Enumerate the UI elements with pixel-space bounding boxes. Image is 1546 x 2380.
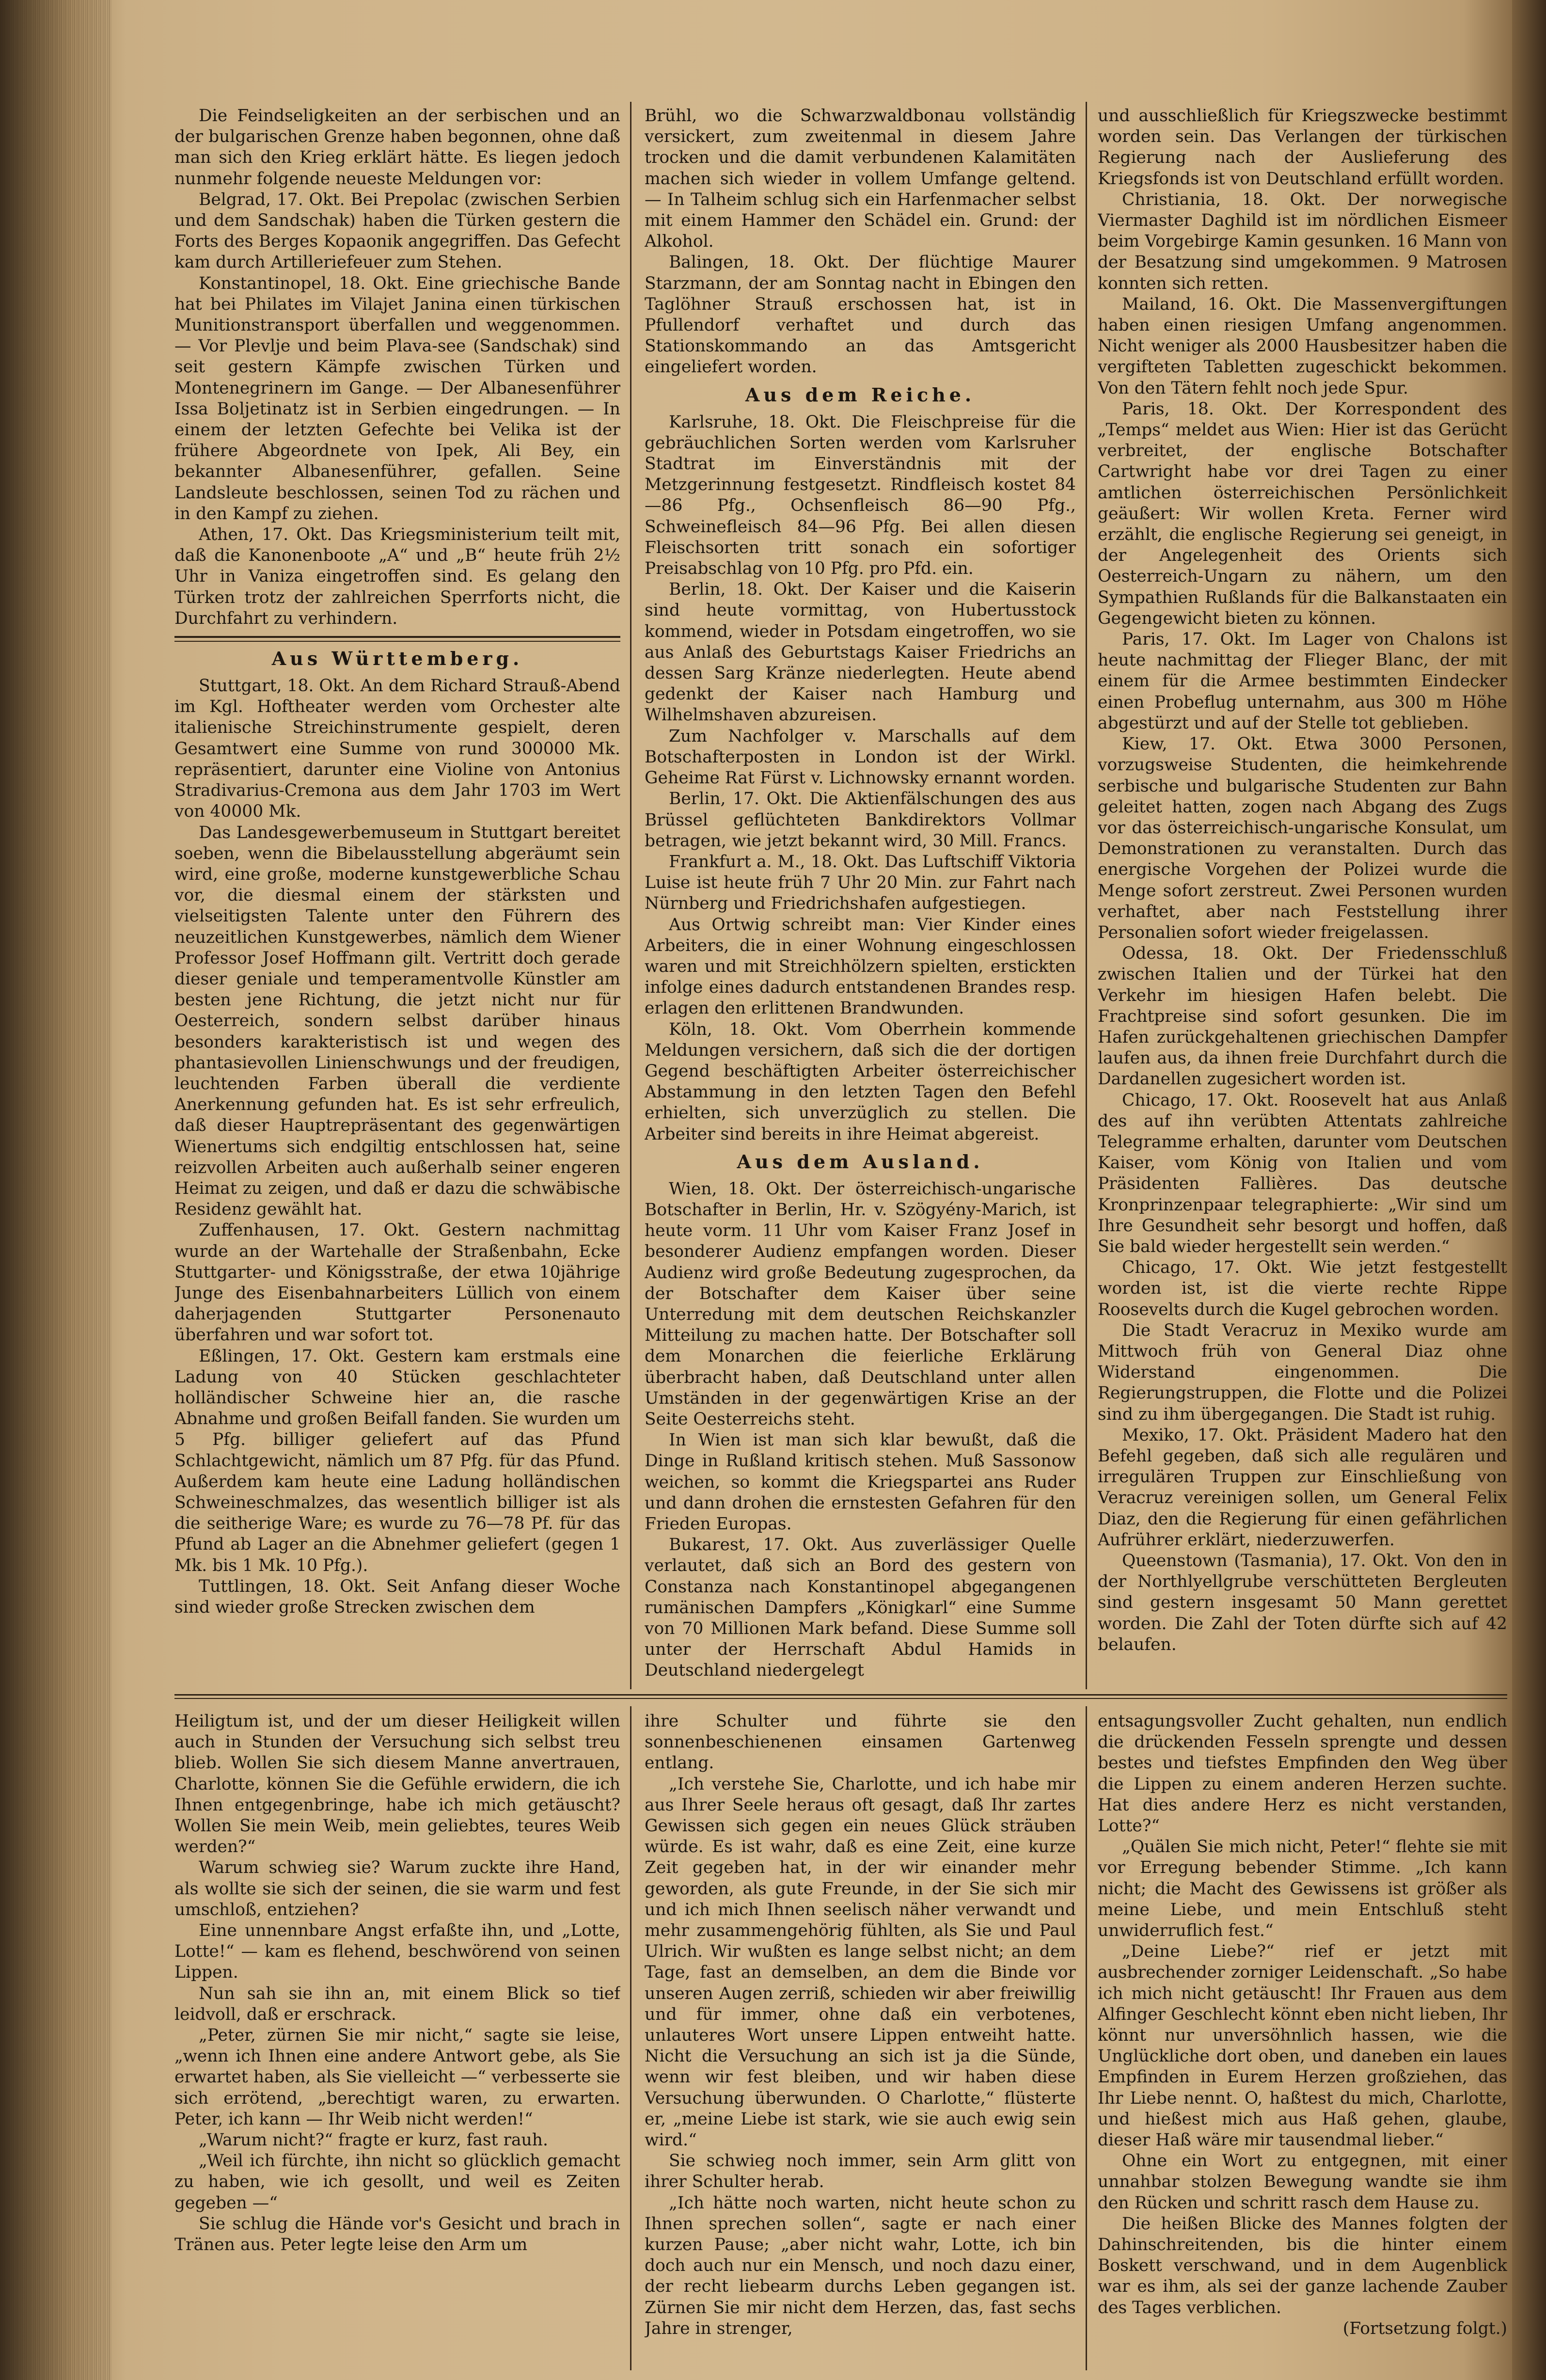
article-paragraph: Tuttlingen, 18. Okt. Seit Anfang dieser Woche sind wieder große Strecken zwischen dem: [174, 1576, 620, 1618]
story-paragraph: Nun sah sie ihn an, mit einem Blick so tief leidvoll, daß er erschrack.: [174, 1983, 620, 2024]
section-heading: Aus Württemberg.: [271, 648, 523, 670]
article-paragraph: Chicago, 17. Okt. Roosevelt hat aus Anlaß des auf ihn verübten Attentats zahlreiche Telegramme erhalten, darunter vom Deutschen Kaiser, vom König von Italien und vom Präsidenten Fallières. Das deutsche Kronprinzenpaar telegraphierte: „Wir sind um Ihre Gesundheit sehr besorgt und hoffen, daß Sie bald wieder hergestellt sein werden.“: [1098, 1090, 1507, 1256]
article-paragraph: Zuffenhausen, 17. Okt. Gestern nachmittag wurde an der Wartehalle der Straßenbahn, Ecke Stuttgarter- und Königsstraße, der etwa 10jährige Junge des Eisenbahnarbeiters Lüllich von einem daherjagenden Stuttgarter Personenauto überfahren und war sofort tot.: [174, 1221, 620, 1345]
column-rule: [1086, 102, 1087, 1689]
article-paragraph: Berlin, 18. Okt. Der Kaiser und die Kaiserin sind heute vormittag, von Hubertusstock kommend, wieder in Potsdam eingetroffen, wo sie aus Anlaß des Geburtstags Kaiser Friedrichs an dessen Sarg Kränze niederlegten. Heute abend gedenkt der Kaiser nach Hamburg und Wilhelmshaven abzureisen.: [645, 580, 1076, 725]
article-paragraph: Paris, 17. Okt. Im Lager von Chalons ist heute nachmittag der Flieger Blanc, der mit einem für die Armee bestimmten Eindecker einen Probeflug unternahm, aus 300 m Höhe abgestürzt und auf der Stelle tot geblieben.: [1098, 630, 1507, 733]
story-paragraph: „Ich hätte noch warten, nicht heute schon zu Ihnen sprechen sollen“, sagte er nach einer kurzen Pause; „aber nicht wahr, Lotte, ich bin doch auch nur ein Mensch, und noch dazu einer, der recht liebearm durchs Leben gegangen ist. Zürnen Sie mir nicht dem Herzen, das, fast sechs Jahre in strenger,: [645, 2193, 1076, 2338]
page-gutter-strip: [1512, 0, 1546, 2380]
article-paragraph: Die Stadt Veracruz in Mexiko wurde am Mittwoch früh von General Diaz ohne Widerstand eingenommen. Die Regierungstruppen, die Flotte und die Polizei sind zu ihm übergegangen. Die Stadt ist ruhig.: [1098, 1320, 1507, 1424]
article-paragraph: Athen, 17. Okt. Das Kriegsministerium teilt mit, daß die Kanonenboote „A“ und „B“ heute früh 2½ Uhr in Vaniza eingetroffen sind. Es gelang den Türken trotz der zahlreichen Sperrforts nicht, die Durchfahrt zu verhindern.: [174, 525, 620, 628]
story-paragraph: „Warum nicht?“ fragte er kurz, fast rauh.: [199, 2130, 548, 2150]
story-paragraph: Heiligtum ist, und der um dieser Heiligkeit willen auch in Stunden der Versuchung sich selbst treu blieb. Wollen Sie sich diesem Manne anvertrauen, Charlotte, können Sie die Gefühle erwidern, die ich Ihnen entgegenbringe, habe ich mich getäuscht? Wollen Sie mein Weib, mein geliebtes, teures Weib werden?“: [174, 1712, 620, 1857]
story-paragraph: „Ich verstehe Sie, Charlotte, und ich habe mir aus Ihrer Seele heraus oft gesagt, daß Ihr zartes Gewissen sich gegen ein neues Glück sträuben würde. Es ist wahr, daß es eine Zeit, eine kurze Zeit gegeben hat, in der wir einander mehr geworden, als gute Freunde, in der Sie sich mir und ich mich Ihnen seelisch näher verwandt und mehr zusammengehörig fühlten, als Sie und Paul Ulrich. Wir wußten es lange selbst nicht; an dem Tage, fast an demselben, an dem die Binde vor unseren Augen zerriß, schieden wir aber freiwillig und für immer, ohne daß ein verbotenes, unlauteres Wort unsere Lippen entweiht hatte. Nicht die Versuchung an sich ist ja die Sünde, wenn wir fest bleiben, und wir haben diese Versuchung überwunden. O Charlotte,“ flüsterte er, „meine Liebe ist stark, wie sie auch ewig sein wird.“: [645, 1774, 1076, 2150]
story-paragraph: Die heißen Blicke des Mannes folgten der Dahinschreitenden, bis die hinter einem Boskett verschwand, und in dem Augenblick war es ihm, als sei der ganze lachende Zauber des Tages verblichen.: [1098, 2214, 1507, 2317]
article-paragraph: Bukarest, 17. Okt. Aus zuverlässiger Quelle verlautet, daß sich an Bord des gestern von Constanza nach Konstantinopel abgegangenen rumänischen Dampfers „Königkarl“ eine Summe von 70 Millionen Mark befand. Diese Summe soll unter der Herrschaft Abdul Hamids in Deutschland niedergelegt: [645, 1535, 1076, 1681]
feuilleton-column-2: [645, 1711, 1076, 2370]
story-paragraph: Eine unnennbare Angst erfaßte ihn, und „Lotte, Lotte!“ — kam es flehend, beschwörend von seinen Lippen.: [174, 1921, 620, 1983]
story-paragraph: „Weil ich fürchte, ihn nicht so glücklich gemacht zu haben, wie ich gesollt, und weil es Zeiten gegeben —“: [174, 2151, 620, 2213]
continuation-note: (Fortsetzung folgt.): [1342, 2318, 1507, 2338]
story-paragraph: „Quälen Sie mich nicht, Peter!“ flehte sie mit vor Erregung bebender Stimme. „Ich kann nicht; die Macht des Gewissens ist größer als meine Liebe, und mein Entschluß steht unwiderruflich fest.“: [1098, 1837, 1507, 1941]
section-heading: Aus dem Ausland.: [737, 1150, 984, 1173]
story-paragraph: ihre Schulter und führte sie den sonnenbeschienenen einsamen Gartenweg entlang.: [645, 1712, 1076, 1773]
article-paragraph: Zum Nachfolger v. Marschalls auf dem Botschafterposten in London ist der Wirkl. Geheime Rat Fürst v. Lichnowsky ernannt worden.: [645, 726, 1076, 788]
column-rule: [630, 102, 631, 1689]
article-paragraph: Eßlingen, 17. Okt. Gestern kam erstmals eine Ladung von 40 Stücken geschlachteter holländischer Schweine hier an, die rasche Abnahme und großen Beifall fanden. Sie wurden um 5 Pfg. billiger geliefert auf das Pfund Schlachtgewicht, nämlich um 87 Pfg. für das Pfund. Außerdem kam heute eine Ladung holländischen Schweineschmalzes, das wesentlich billiger ist als die seitherige Ware; es wurde zu 76—78 Pf. für das Pfund ab Lager an die Abnehmer geliefert (gegen 1 Mk. bis 1 Mk. 10 Pfg.).: [174, 1346, 620, 1575]
page-edge-shadow: [0, 0, 111, 2380]
article-paragraph: Kiew, 17. Okt. Etwa 3000 Personen, vorzugsweise Studenten, die heimkehrende serbische und bulgarische Studenten zur Bahn geleitet hatten, zogen nach Abgang des Zugs vor das österreichisch-ungarische Konsulat, um Demonstrationen zu veranstalten. Durch das energische Vorgehen der Polizei wurde die Menge sofort zerstreut. Zwei Personen wurden verhaftet, aber nach Feststellung ihrer Personalien sofort wieder freigelassen.: [1098, 734, 1507, 942]
article-paragraph: Stuttgart, 18. Okt. An dem Richard Strauß-Abend im Kgl. Hoftheater werden vom Orchester alte italienische Streichinstrumente gespielt, deren Gesamtwert eine Summe von rund 300000 Mk. repräsentiert, darunter eine Violine von Antonius Stradivarius-Cremona aus dem Jahr 1703 im Wert von 40000 Mk.: [174, 676, 620, 822]
article-paragraph: Aus Ortwig schreibt man: Vier Kinder eines Arbeiters, die in einer Wohnung eingeschlossen waren und mit Streichhölzern spielten, erstickten infolge eines dadurch entstandenen Brandes resp. erlagen den erlittenen Brandwunden.: [645, 915, 1076, 1018]
news-column-1: [174, 106, 620, 1662]
story-paragraph: Sie schwieg noch immer, sein Arm glitt von ihrer Schulter herab.: [645, 2151, 1076, 2192]
article-paragraph: Mailand, 16. Okt. Die Massenvergiftungen haben einen riesigen Umfang angenommen. Nicht weniger als 2000 Hausbesitzer haben die vergifteten Tabletten zugeschickt bekommen. Von den Tätern fehlt noch jede Spur.: [1098, 294, 1507, 398]
article-paragraph: Balingen, 18. Okt. Der flüchtige Maurer Starzmann, der am Sonntag nacht in Ebingen den Taglöhner Strauß erschossen hat, ist in Pfullendorf verhaftet und durch das Stationskommando an das Amtsgericht eingeliefert worden.: [645, 253, 1076, 377]
feuilleton-column-3: [1098, 1711, 1507, 2370]
article-paragraph: Konstantinopel, 18. Okt. Eine griechische Bande hat bei Philates im Vilajet Janina einen türkischen Munitionstransport überfallen und weggenommen. — Vor Plevlje und beim Plava-see (Sandschak) sind seit gestern Kämpfe zwischen Türken und Montenegrinern im Gange. — Der Albanesenführer Issa Boljetinatz ist in Serbien eingedrungen. — In einem der letzten Gefechte bei Velika ist der frühere Abgeordnete von Ipek, Ali Bey, ein bekannter Albanesenführer, gefallen. Seine Landsleute beschlossen, seinen Tod zu rächen und in den Kampf zu ziehen.: [174, 273, 620, 524]
story-paragraph: Warum schwieg sie? Warum zuckte ihre Hand, als wollte sie sich der seinen, die sie warm und fest umschloß, entziehen?: [174, 1858, 620, 1920]
story-paragraph: „Deine Liebe?“ rief er jetzt mit ausbrechender zorniger Leidenschaft. „So habe ich mich nicht getäuscht! Ihr Frauen aus dem Alfinger Geschlecht könnt eben nicht lieben, Ihr könnt nur unversöhnlich hassen, wie die Unglückliche dort oben, und daneben ein laues Empfinden in Eurem Herzen großziehen, das Ihr Liebe nennt. O, haßtest du mich, Charlotte, und hießest mich aus Haß gehen, glaube, dieser Haß wäre mir tausendmal lieber.“: [1098, 1942, 1507, 2150]
news-column-2: [645, 106, 1076, 1688]
article-paragraph: Wien, 18. Okt. Der österreichisch-ungarische Botschafter in Berlin, Hr. v. Szögyény-Marich, ist heute vorm. 11 Uhr vom Kaiser Franz Josef in besonderer Audienz empfangen worden. Dieser Audienz wird große Bedeutung zugesprochen, da der Botschafter dem Kaiser über seine Unterredung mit dem deutschen Reichskanzler Mitteilung zu machen hatte. Der Botschafter soll dem Monarchen die feierliche Erklärung überbracht haben, daß Deutschland unter allen Umständen in der gegenwärtigen Krise an der Seite Oesterreichs steht.: [645, 1179, 1076, 1429]
article-paragraph: Frankfurt a. M., 18. Okt. Das Luftschiff Viktoria Luise ist heute früh 7 Uhr 20 Min. zur Fahrt nach Nürnberg und Friedrichshafen aufgestiegen.: [645, 852, 1076, 914]
news-column-3: [1098, 106, 1507, 1688]
section-heading: Aus dem Reiche.: [745, 383, 976, 406]
article-paragraph: Queenstown (Tasmania), 17. Okt. Von den in der Northlyellgrube verschütteten Bergleuten sind gestern insgesamt 50 Mann gerettet worden. Die Zahl der Toten dürfte sich auf 42 belaufen.: [1098, 1551, 1507, 1654]
story-paragraph: Sie schlug die Hände vor's Gesicht und brach in Tränen aus. Peter legte leise den Arm um: [174, 2214, 620, 2255]
article-paragraph: Das Landesgewerbemuseum in Stuttgart bereitet soeben, wenn die Bibelausstellung abgeräumt sein wird, eine große, moderne kunstgewerbliche Schau vor, die diesmal einem der stärksten und vielseitigsten Talente unter den Führern des neuzeitlichen Kunstgewerbes, nämlich dem Wiener Professor Josef Hoffmann gilt. Vertritt doch gerade dieser geniale und temperamentvolle Künstler am besten jene Richtung, die jetzt nicht nur für Oesterreich, sondern selbst darüber hinaus besonders karakteristisch ist und wegen des phantasievollen Linienschwungs und der freudigen, leuchtenden Farben überall die verdiente Anerkennung gefunden hat. Es ist sehr erfreulich, daß dieser Hauptrepräsentant des gegenwärtigen Wienertums sich endgiltig entschlossen hat, seine reizvollen Arbeiten auch außerhalb seiner engeren Heimat zu zeigen, und daß er dazu die schwäbische Residenz gewählt hat.: [174, 823, 620, 1220]
article-paragraph: Odessa, 18. Okt. Der Friedensschluß zwischen Italien und der Türkei hat den Verkehr im hiesigen Hafen belebt. Die Frachtpreise sind sofort gesunken. Die im Hafen zurückgehaltenen griechischen Dampfer laufen aus, da ihnen freie Durchfahrt durch die Dardanellen zugesichert worden ist.: [1098, 944, 1507, 1089]
article-paragraph: Die Feindseligkeiten an der serbischen und an der bulgarischen Grenze haben begonnen, ohne daß man sich den Krieg erklärt hätte. Es liegen jedoch nunmehr folgende neueste Meldungen vor:: [174, 106, 620, 189]
article-paragraph: Brühl, wo die Schwarzwaldbonau vollständig versickert, zum zweitenmal in diesem Jahre trocken und die damit verbundenen Kalamitäten machen sich wieder in vollem Umfange geltend. — In Talheim schlug sich ein Harfenmacher selbst mit einem Hammer den Schädel ein. Grund: der Alkohol.: [645, 106, 1076, 252]
column-rule: [1086, 1706, 1087, 2370]
feuilleton-divider: [174, 1694, 1507, 1699]
article-paragraph: Belgrad, 17. Okt. Bei Prepolac (zwischen Serbien und dem Sandschak) haben die Türken gestern die Forts des Berges Kopaonik angegriffen. Das Gefecht kam durch Artilleriefeuer zum Stehen.: [174, 190, 620, 272]
story-paragraph: Ohne ein Wort zu entgegnen, mit einer unnahbar stolzen Bewegung wandte sie ihm den Rücken und schritt rasch dem Hause zu.: [1098, 2151, 1507, 2213]
article-paragraph: Paris, 18. Okt. Der Korrespondent des „Temps“ meldet aus Wien: Hier ist das Gerücht verbreitet, der englische Botschafter Cartwright habe vor drei Tagen zu einer amtlichen österreichischen Persönlichkeit geäußert: Wir wollen Kreta. Ferner wird erzählt, die englische Regierung sei geneigt, in der Angelegenheit des Orients sich Oesterreich-Ungarn zu nähern, um den Sympathien Rußlands für die Balkanstaaten ein Gegengewicht bieten zu können.: [1098, 399, 1507, 628]
article-paragraph: In Wien ist man sich klar bewußt, daß die Dinge in Rußland kritisch stehen. Muß Sassonow weichen, so kommt die Kriegspartei ans Ruder und dann drohen die ernstesten Gefahren für den Frieden Europas.: [645, 1430, 1076, 1534]
article-paragraph: Berlin, 17. Okt. Die Aktienfälschungen des aus Brüssel geflüchteten Bankdirektors Vollmar betragen, wie jetzt bekannt wird, 30 Mill. Francs.: [645, 789, 1076, 851]
feuilleton-column-1: [174, 1711, 620, 2370]
article-paragraph: und ausschließlich für Kriegszwecke bestimmt worden sein. Das Verlangen der türkischen Regierung nach der Auslieferung des Kriegsfonds ist von Deutschland erfüllt worden.: [1098, 106, 1507, 189]
article-paragraph: Chicago, 17. Okt. Wie jetzt festgestellt worden ist, ist die vierte rechte Rippe Roosevelts durch die Kugel gebrochen worden.: [1098, 1258, 1507, 1319]
section-divider: [174, 636, 620, 642]
article-paragraph: Karlsruhe, 18. Okt. Die Fleischpreise für die gebräuchlichen Sorten werden vom Karlsruher Stadtrat im Einverständnis mit der Metzgerinnung festgesetzt. Rindfleisch kostet 84—86 Pfg., Ochsenfleisch 86—90 Pfg., Schweinefleisch 84—96 Pfg. Bei allen diesen Fleischsorten tritt sonach ein sofortiger Preisabschlag von 10 Pfg. pro Pfd. ein.: [645, 412, 1076, 579]
column-rule: [630, 1706, 631, 2370]
story-paragraph: entsagungsvoller Zucht gehalten, nun endlich die drückenden Fesseln sprengte und dessen bestes und tiefstes Empfinden den Weg über die Lippen zu einem anderen Herzen suchte. Hat dies andere Herz es nicht verstanden, Lotte?“: [1098, 1712, 1507, 1836]
article-paragraph: Mexiko, 17. Okt. Präsident Madero hat den Befehl gegeben, daß sich alle regulären und irregulären Truppen zur Einschließung von Veracruz vereinigen sollen, um General Felix Diaz, den die Regierung für einen gefährlichen Aufrührer erklärt, niederzuwerfen.: [1098, 1425, 1507, 1550]
article-paragraph: Köln, 18. Okt. Vom Oberrhein kommende Meldungen versichern, daß sich die der dortigen Gegend beschäftigten Arbeiter österreichischer Abstammung in den letzten Tagen den Befehl erhielten, sich unverzüglich zu stellen. Die Arbeiter sind bereits in ihre Heimat abgereist.: [645, 1019, 1076, 1144]
story-paragraph: „Peter, zürnen Sie mir nicht,“ sagte sie leise, „wenn ich Ihnen eine andere Antwort gebe, als Sie erwartet haben, als Sie vielleicht —“ verbesserte sie sich errötend, „berechtigt waren, zu erwarten. Peter, ich kann — Ihr Weib nicht werden!“: [174, 2026, 620, 2129]
article-paragraph: Christiania, 18. Okt. Der norwegische Viermaster Daghild ist im nördlichen Eismeer beim Vorgebirge Kamin gesunken. 16 Mann von der Besatzung sind umgekommen. 9 Matrosen konnten sich retten.: [1098, 190, 1507, 293]
